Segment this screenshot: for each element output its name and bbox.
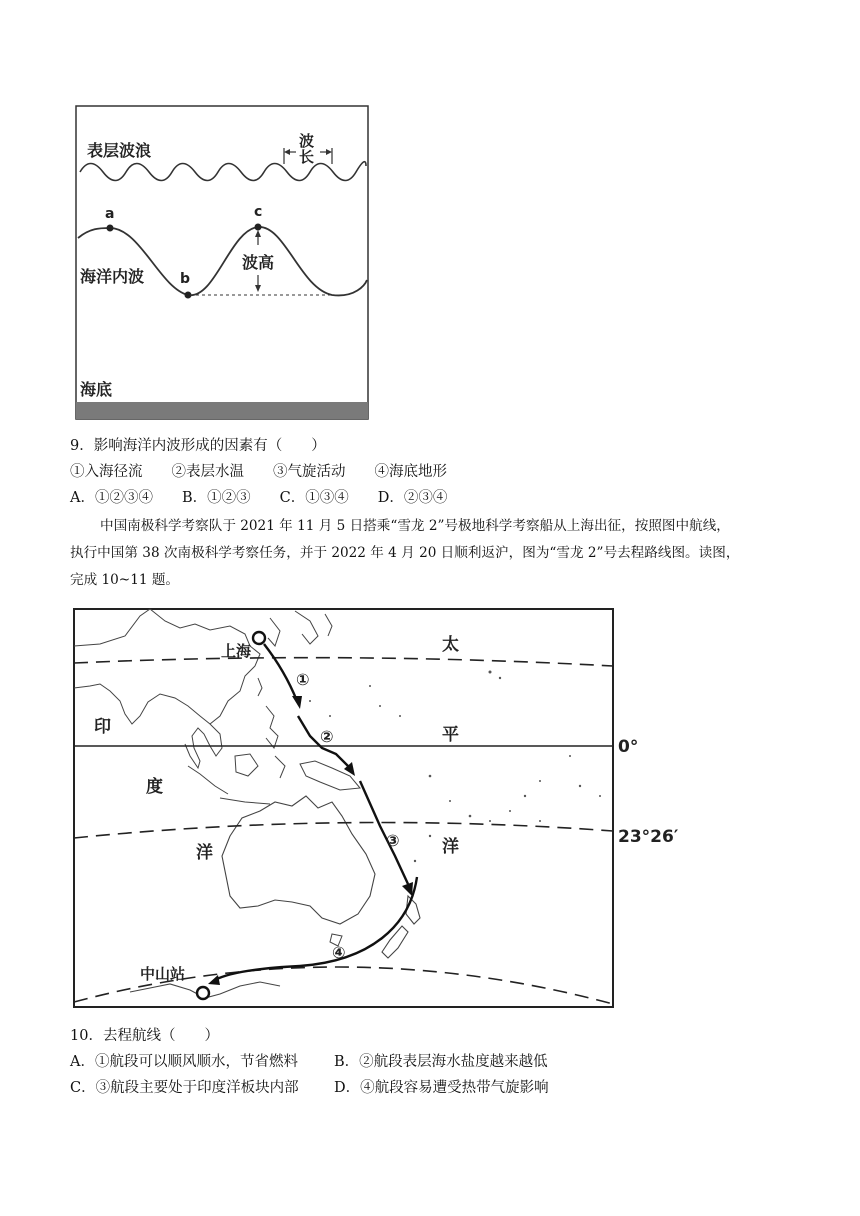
pacific-label-yang: 洋 (442, 837, 459, 857)
pacific-label-ping: 平 (442, 725, 459, 745)
q10-option-a: A．①航段可以顺风顺水，节省燃料 (70, 1054, 298, 1070)
point-b-label: b (180, 271, 191, 287)
segment-3-label: ③ (386, 831, 400, 850)
q10-stem: 10．去程航线（ ） (70, 1028, 219, 1044)
passage-line-3: 完成 10~11 题。 (70, 572, 180, 588)
shanghai-start-marker (253, 632, 265, 644)
indian-label-du: 度 (146, 777, 163, 797)
seabed-band (76, 402, 368, 419)
equator-label: 0° (618, 737, 639, 757)
passage-line-1: 中国南极科学考察队于 2021 年 11 月 5 日搭乘“雪龙 2”号极地科学考察船从上海出征，按照图中航线， (100, 518, 730, 534)
q9-options: A．①②③④ B．①②③ C．①③④ D．②③④ (70, 490, 448, 506)
q10-option-d: D．④航段容易遭受热带气旋影响 (334, 1080, 549, 1096)
route-map-figure (70, 606, 679, 1012)
wavelength-label-bottom: 长 (299, 148, 315, 166)
internal-wave-label: 海洋内波 (80, 267, 145, 286)
seabed-label: 海底 (80, 380, 113, 399)
tropic-label: 23°26′ (618, 827, 679, 847)
point-a-label: a (105, 206, 115, 222)
zhongshan-end-marker (197, 987, 209, 999)
point-c-label: c (254, 204, 263, 220)
passage-line-2: 执行中国第 38 次南极科学考察任务，并于 2022 年 4 月 20 日顺利返沪，图为“雪龙 2”号去程路线图。读图， (70, 545, 740, 561)
segment-1-label: ① (296, 670, 310, 689)
indian-label-yin: 印 (94, 717, 111, 737)
wavelength-label-top: 波 (299, 132, 315, 150)
internal-wave-figure (70, 100, 375, 425)
q10-option-b: B．②航段表层海水盐度越来越低 (334, 1054, 548, 1070)
q9-stem: 9．影响海洋内波形成的因素有（ ） (70, 438, 326, 454)
q10-option-c: C．③航段主要处于印度洋板块内部 (70, 1080, 299, 1096)
q9-factors: ①入海径流 ②表层水温 ③气旋活动 ④海底地形 (70, 464, 447, 480)
zhongshan-label: 中山站 (140, 965, 186, 983)
shanghai-label: 上海 (221, 642, 252, 660)
wave-height-label: 波高 (242, 253, 275, 272)
surface-wave-label: 表层波浪 (87, 141, 152, 160)
point-a-marker (107, 225, 114, 232)
segment-4-label: ④ (332, 943, 346, 962)
segment-2-label: ② (320, 727, 334, 746)
pacific-label-tai: 太 (442, 635, 459, 655)
indian-label-yang: 洋 (196, 843, 213, 863)
point-c-marker (255, 224, 262, 231)
